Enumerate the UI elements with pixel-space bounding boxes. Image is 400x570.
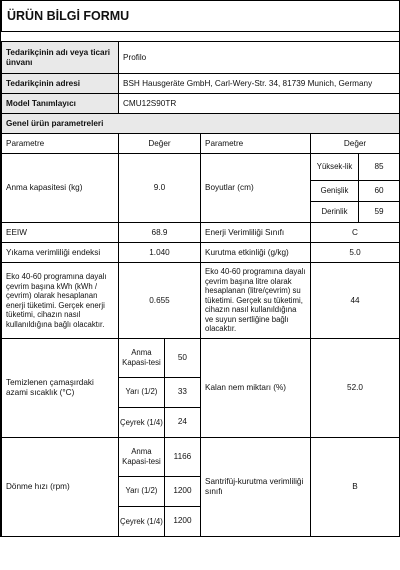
washing-index-label: Yıkama verimliliği endeksi bbox=[2, 243, 119, 263]
width-label: Genişlik bbox=[311, 180, 359, 201]
temp-rated-label: Anma Kapasi-tesi bbox=[119, 339, 164, 377]
water-consumption-label: Eko 40-60 programına dayalı çevrim başına litre olarak hesaplanan (litre/çevrim) su tüketimi. Gerçek su tüketimi, cihazın nasıl kullanıldığına ve suyun sertliğine bağlı olacaktır. bbox=[201, 263, 311, 339]
max-temp-label: Temizlenen çamaşırdaki azami sıcaklık (°C) bbox=[2, 339, 119, 438]
supplier-name-value: Profilo bbox=[119, 42, 400, 74]
depth-value: 59 bbox=[374, 206, 384, 216]
spin-speed-label: Dönme hızı (rpm) bbox=[2, 438, 119, 537]
supplier-name-label: Tedarikçinin adı veya ticari ünvanı bbox=[2, 42, 119, 74]
value-header-left: Değer bbox=[119, 134, 201, 154]
max-temp-subtable bbox=[119, 339, 200, 437]
dimensions-label: Boyutlar (cm) bbox=[201, 154, 311, 223]
dimensions-cell bbox=[311, 154, 400, 223]
temp-quarter-label: Çeyrek (1/4) bbox=[119, 407, 164, 437]
drying-eff-label: Kurutma etkinliği (g/kg) bbox=[201, 243, 311, 263]
spin-rated-value: 1166 bbox=[164, 438, 200, 476]
spin-half-label: Yarı (1/2) bbox=[119, 476, 164, 506]
product-info-table bbox=[1, 0, 400, 537]
depth-label: Derinlik bbox=[311, 201, 359, 222]
capacity-value: 9.0 bbox=[119, 154, 201, 223]
temp-half-value: 33 bbox=[164, 377, 200, 407]
value-header-right: Değer bbox=[311, 134, 400, 154]
moisture-value: 52.0 bbox=[311, 339, 400, 438]
spin-speed-subtable bbox=[119, 438, 200, 536]
drying-eff-value: 5.0 bbox=[311, 243, 400, 263]
model-value: CMU12S90TR bbox=[119, 94, 400, 114]
dimensions-subtable bbox=[311, 154, 399, 222]
section-title: Genel ürün parametreleri bbox=[2, 114, 400, 134]
form-title: ÜRÜN BİLGİ FORMU bbox=[2, 1, 400, 32]
supplier-address-value: BSH Hausgeräte GmbH, Carl-Wery-Str. 34, 81739 Munich, Germany bbox=[119, 74, 400, 94]
max-temp-cell bbox=[119, 339, 201, 438]
energy-consumption-label: Eko 40-60 programına dayalı çevrim başına kWh (kWh / çevrim) olarak hesaplanan enerji tüketimi. Gerçek enerji tüketimi, cihazın nasıl kullanıldığına bağlı olacaktır. bbox=[2, 263, 119, 339]
height-value: 85 bbox=[359, 154, 400, 180]
temp-rated-value: 50 bbox=[164, 339, 200, 377]
energy-class-label: Enerji Verimliliği Sınıfı bbox=[201, 223, 311, 243]
width-value: 60 bbox=[359, 180, 400, 201]
washing-index-value: 1.040 bbox=[119, 243, 201, 263]
height-label: Yüksek-lik bbox=[311, 154, 359, 180]
model-label: Model Tanımlayıcı bbox=[2, 94, 119, 114]
spacer bbox=[2, 32, 400, 42]
spin-quarter-value: 1200 bbox=[173, 516, 192, 526]
eeiw-value: 68.9 bbox=[119, 223, 201, 243]
spin-rated-label: Anma Kapasi-tesi bbox=[119, 438, 164, 476]
spin-quarter-label: Çeyrek (1/4) bbox=[119, 506, 164, 536]
temp-half-label: Yarı (1/2) bbox=[119, 377, 164, 407]
supplier-address-label: Tedarikçinin adresi bbox=[2, 74, 119, 94]
spin-speed-cell bbox=[119, 438, 201, 537]
capacity-label: Anma kapasitesi (kg) bbox=[2, 154, 119, 223]
water-consumption-value: 44 bbox=[311, 263, 400, 339]
spin-half-value: 1200 bbox=[164, 476, 200, 506]
param-header-left: Parametre bbox=[2, 134, 119, 154]
spin-class-label: Santrifüj-kurutma verimliliği sınıfı bbox=[201, 438, 311, 537]
energy-consumption-value: 0.655 bbox=[119, 263, 201, 339]
moisture-label: Kalan nem miktarı (%) bbox=[201, 339, 311, 438]
temp-quarter-value: 24 bbox=[177, 417, 187, 427]
energy-class-value: C bbox=[311, 223, 400, 243]
eeiw-label: EEIW bbox=[2, 223, 119, 243]
spin-class-value: B bbox=[311, 438, 400, 537]
param-header-right: Parametre bbox=[201, 134, 311, 154]
